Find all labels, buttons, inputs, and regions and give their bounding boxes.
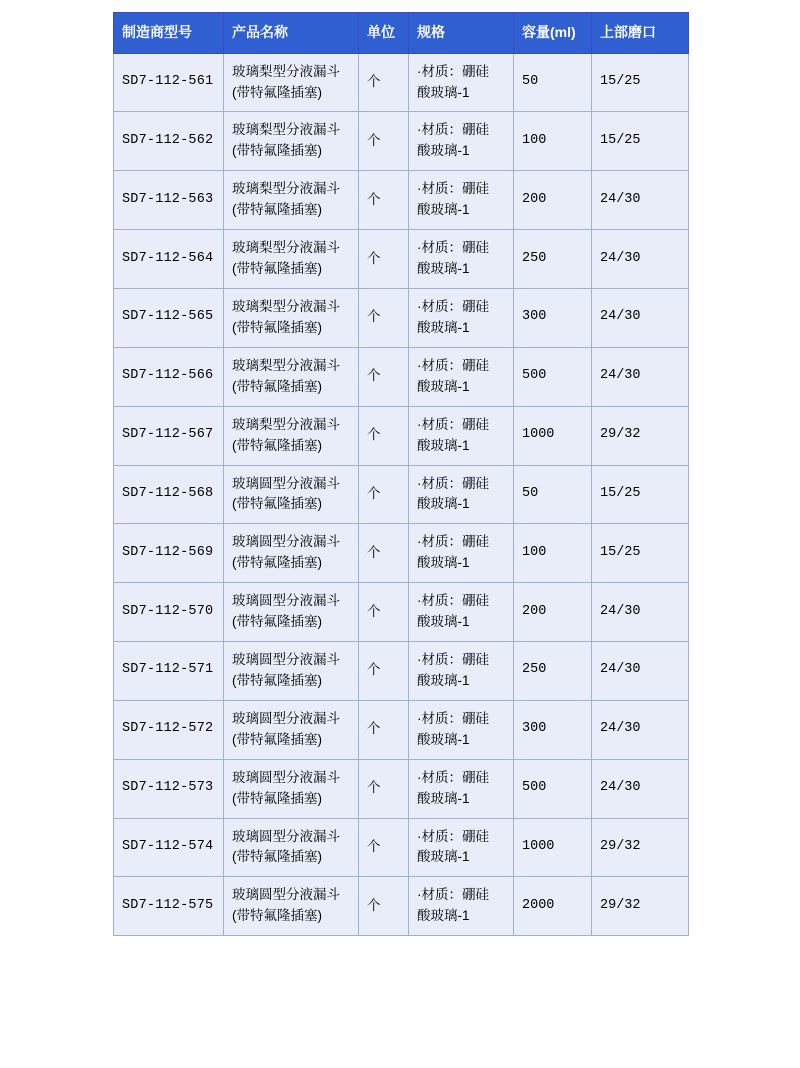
cell-spec bbox=[409, 347, 514, 406]
column-header-product-name: 产品名称 bbox=[224, 13, 359, 54]
spec-line1: ·材质：硼硅 bbox=[417, 122, 489, 138]
cell-product-name bbox=[224, 112, 359, 171]
spec-line1: ·材质：硼硅 bbox=[417, 63, 489, 79]
cell-unit: 个 bbox=[359, 171, 409, 230]
product-spec-table bbox=[113, 12, 689, 936]
cell-joint: 24/30 bbox=[592, 700, 689, 759]
table-row bbox=[114, 877, 689, 936]
product-name-line2: (带特氟隆插塞) bbox=[232, 790, 322, 806]
table-row bbox=[114, 700, 689, 759]
cell-joint: 24/30 bbox=[592, 583, 689, 642]
spec-line2: 酸玻璃-1 bbox=[417, 908, 470, 924]
table-row bbox=[114, 112, 689, 171]
spec-line2: 酸玻璃-1 bbox=[417, 496, 470, 512]
cell-spec bbox=[409, 288, 514, 347]
product-name-line1: 玻璃圆型分液漏斗 bbox=[232, 828, 340, 844]
cell-spec bbox=[409, 406, 514, 465]
product-name-line1: 玻璃圆型分液漏斗 bbox=[232, 887, 340, 903]
cell-capacity: 500 bbox=[514, 759, 592, 818]
spec-line2: 酸玻璃-1 bbox=[417, 378, 470, 394]
table-row bbox=[114, 642, 689, 701]
spec-line1: ·材质：硼硅 bbox=[417, 240, 489, 256]
product-name-line2: (带特氟隆插塞) bbox=[232, 614, 322, 630]
cell-model: SD7-112-575 bbox=[114, 877, 224, 936]
table-body bbox=[114, 53, 689, 936]
cell-joint: 15/25 bbox=[592, 465, 689, 524]
product-name-line1: 玻璃梨型分液漏斗 bbox=[232, 181, 340, 197]
table-row bbox=[114, 465, 689, 524]
table-row bbox=[114, 171, 689, 230]
table-row bbox=[114, 583, 689, 642]
table-row bbox=[114, 288, 689, 347]
cell-unit: 个 bbox=[359, 642, 409, 701]
cell-product-name bbox=[224, 406, 359, 465]
spec-line1: ·材质：硼硅 bbox=[417, 181, 489, 197]
table-row bbox=[114, 347, 689, 406]
cell-product-name bbox=[224, 583, 359, 642]
cell-spec bbox=[409, 877, 514, 936]
product-name-line1: 玻璃圆型分液漏斗 bbox=[232, 593, 340, 609]
cell-spec bbox=[409, 583, 514, 642]
cell-model: SD7-112-565 bbox=[114, 288, 224, 347]
product-name-line1: 玻璃圆型分液漏斗 bbox=[232, 475, 340, 491]
cell-product-name bbox=[224, 53, 359, 112]
cell-joint: 29/32 bbox=[592, 877, 689, 936]
table-row bbox=[114, 53, 689, 112]
spec-line1: ·材质：硼硅 bbox=[417, 887, 489, 903]
column-header-joint: 上部磨口 bbox=[592, 13, 689, 54]
spec-line2: 酸玻璃-1 bbox=[417, 143, 470, 159]
cell-spec bbox=[409, 465, 514, 524]
cell-joint: 15/25 bbox=[592, 524, 689, 583]
product-name-line2: (带特氟隆插塞) bbox=[232, 319, 322, 335]
cell-capacity: 200 bbox=[514, 171, 592, 230]
cell-model: SD7-112-568 bbox=[114, 465, 224, 524]
spec-line1: ·材质：硼硅 bbox=[417, 475, 489, 491]
product-name-line2: (带特氟隆插塞) bbox=[232, 731, 322, 747]
spec-line1: ·材质：硼硅 bbox=[417, 416, 489, 432]
cell-model: SD7-112-564 bbox=[114, 230, 224, 289]
product-name-line1: 玻璃圆型分液漏斗 bbox=[232, 534, 340, 550]
cell-product-name bbox=[224, 759, 359, 818]
cell-joint: 24/30 bbox=[592, 171, 689, 230]
spec-line2: 酸玻璃-1 bbox=[417, 437, 470, 453]
cell-product-name bbox=[224, 465, 359, 524]
cell-capacity: 500 bbox=[514, 347, 592, 406]
cell-product-name bbox=[224, 818, 359, 877]
cell-capacity: 100 bbox=[514, 112, 592, 171]
cell-model: SD7-112-569 bbox=[114, 524, 224, 583]
cell-product-name bbox=[224, 524, 359, 583]
cell-spec bbox=[409, 53, 514, 112]
cell-product-name bbox=[224, 288, 359, 347]
cell-joint: 24/30 bbox=[592, 759, 689, 818]
spec-line2: 酸玻璃-1 bbox=[417, 731, 470, 747]
cell-unit: 个 bbox=[359, 347, 409, 406]
spec-table-container bbox=[113, 12, 688, 936]
cell-model: SD7-112-563 bbox=[114, 171, 224, 230]
spec-line1: ·材质：硼硅 bbox=[417, 710, 489, 726]
cell-capacity: 50 bbox=[514, 465, 592, 524]
cell-spec bbox=[409, 759, 514, 818]
product-name-line2: (带特氟隆插塞) bbox=[232, 437, 322, 453]
product-name-line2: (带特氟隆插塞) bbox=[232, 672, 322, 688]
column-header-model: 制造商型号 bbox=[114, 13, 224, 54]
spec-line1: ·材质：硼硅 bbox=[417, 593, 489, 609]
cell-spec bbox=[409, 171, 514, 230]
cell-joint: 15/25 bbox=[592, 53, 689, 112]
cell-spec bbox=[409, 230, 514, 289]
cell-model: SD7-112-571 bbox=[114, 642, 224, 701]
cell-capacity: 50 bbox=[514, 53, 592, 112]
cell-unit: 个 bbox=[359, 406, 409, 465]
spec-line2: 酸玻璃-1 bbox=[417, 555, 470, 571]
cell-model: SD7-112-561 bbox=[114, 53, 224, 112]
column-header-spec: 规格 bbox=[409, 13, 514, 54]
cell-unit: 个 bbox=[359, 53, 409, 112]
spec-line2: 酸玻璃-1 bbox=[417, 849, 470, 865]
cell-joint: 29/32 bbox=[592, 406, 689, 465]
spec-line1: ·材质：硼硅 bbox=[417, 652, 489, 668]
product-name-line1: 玻璃梨型分液漏斗 bbox=[232, 357, 340, 373]
product-name-line2: (带特氟隆插塞) bbox=[232, 84, 322, 100]
cell-joint: 24/30 bbox=[592, 642, 689, 701]
spec-line2: 酸玻璃-1 bbox=[417, 614, 470, 630]
spec-line2: 酸玻璃-1 bbox=[417, 790, 470, 806]
cell-joint: 24/30 bbox=[592, 230, 689, 289]
cell-capacity: 250 bbox=[514, 642, 592, 701]
cell-joint: 24/30 bbox=[592, 288, 689, 347]
spec-line1: ·材质：硼硅 bbox=[417, 357, 489, 373]
cell-capacity: 1000 bbox=[514, 406, 592, 465]
cell-unit: 个 bbox=[359, 759, 409, 818]
spec-line2: 酸玻璃-1 bbox=[417, 319, 470, 335]
product-name-line1: 玻璃梨型分液漏斗 bbox=[232, 416, 340, 432]
cell-model: SD7-112-573 bbox=[114, 759, 224, 818]
column-header-capacity: 容量(ml) bbox=[514, 13, 592, 54]
cell-spec bbox=[409, 112, 514, 171]
spec-line1: ·材质：硼硅 bbox=[417, 769, 489, 785]
product-name-line1: 玻璃圆型分液漏斗 bbox=[232, 769, 340, 785]
cell-capacity: 1000 bbox=[514, 818, 592, 877]
spec-line2: 酸玻璃-1 bbox=[417, 202, 470, 218]
cell-joint: 24/30 bbox=[592, 347, 689, 406]
table-row bbox=[114, 818, 689, 877]
cell-capacity: 2000 bbox=[514, 877, 592, 936]
product-name-line1: 玻璃圆型分液漏斗 bbox=[232, 710, 340, 726]
table-row bbox=[114, 524, 689, 583]
cell-capacity: 200 bbox=[514, 583, 592, 642]
table-row bbox=[114, 406, 689, 465]
product-name-line2: (带特氟隆插塞) bbox=[232, 908, 322, 924]
cell-spec bbox=[409, 642, 514, 701]
cell-capacity: 300 bbox=[514, 700, 592, 759]
spec-line1: ·材质：硼硅 bbox=[417, 534, 489, 550]
cell-unit: 个 bbox=[359, 818, 409, 877]
cell-unit: 个 bbox=[359, 465, 409, 524]
table-row bbox=[114, 759, 689, 818]
product-name-line2: (带特氟隆插塞) bbox=[232, 261, 322, 277]
cell-product-name bbox=[224, 171, 359, 230]
cell-product-name bbox=[224, 700, 359, 759]
cell-model: SD7-112-570 bbox=[114, 583, 224, 642]
cell-model: SD7-112-566 bbox=[114, 347, 224, 406]
cell-unit: 个 bbox=[359, 112, 409, 171]
cell-unit: 个 bbox=[359, 230, 409, 289]
cell-product-name bbox=[224, 347, 359, 406]
cell-capacity: 300 bbox=[514, 288, 592, 347]
cell-model: SD7-112-574 bbox=[114, 818, 224, 877]
product-name-line1: 玻璃圆型分液漏斗 bbox=[232, 652, 340, 668]
spec-line2: 酸玻璃-1 bbox=[417, 672, 470, 688]
cell-unit: 个 bbox=[359, 524, 409, 583]
cell-model: SD7-112-572 bbox=[114, 700, 224, 759]
cell-product-name bbox=[224, 877, 359, 936]
cell-joint: 15/25 bbox=[592, 112, 689, 171]
cell-model: SD7-112-567 bbox=[114, 406, 224, 465]
cell-spec bbox=[409, 700, 514, 759]
spec-line2: 酸玻璃-1 bbox=[417, 84, 470, 100]
cell-capacity: 100 bbox=[514, 524, 592, 583]
table-header bbox=[114, 13, 689, 54]
cell-model: SD7-112-562 bbox=[114, 112, 224, 171]
product-name-line2: (带特氟隆插塞) bbox=[232, 143, 322, 159]
cell-unit: 个 bbox=[359, 288, 409, 347]
cell-product-name bbox=[224, 642, 359, 701]
spec-line1: ·材质：硼硅 bbox=[417, 298, 489, 314]
cell-capacity: 250 bbox=[514, 230, 592, 289]
product-name-line1: 玻璃梨型分液漏斗 bbox=[232, 298, 340, 314]
cell-spec bbox=[409, 524, 514, 583]
table-header-row bbox=[114, 13, 689, 54]
spec-line1: ·材质：硼硅 bbox=[417, 828, 489, 844]
product-name-line2: (带特氟隆插塞) bbox=[232, 202, 322, 218]
cell-spec bbox=[409, 818, 514, 877]
table-row bbox=[114, 230, 689, 289]
cell-joint: 29/32 bbox=[592, 818, 689, 877]
product-name-line1: 玻璃梨型分液漏斗 bbox=[232, 240, 340, 256]
column-header-unit: 单位 bbox=[359, 13, 409, 54]
product-name-line1: 玻璃梨型分液漏斗 bbox=[232, 63, 340, 79]
product-name-line1: 玻璃梨型分液漏斗 bbox=[232, 122, 340, 138]
cell-unit: 个 bbox=[359, 700, 409, 759]
product-name-line2: (带特氟隆插塞) bbox=[232, 496, 322, 512]
product-name-line2: (带特氟隆插塞) bbox=[232, 555, 322, 571]
spec-line2: 酸玻璃-1 bbox=[417, 261, 470, 277]
product-name-line2: (带特氟隆插塞) bbox=[232, 849, 322, 865]
cell-product-name bbox=[224, 230, 359, 289]
cell-unit: 个 bbox=[359, 877, 409, 936]
product-name-line2: (带特氟隆插塞) bbox=[232, 378, 322, 394]
cell-unit: 个 bbox=[359, 583, 409, 642]
